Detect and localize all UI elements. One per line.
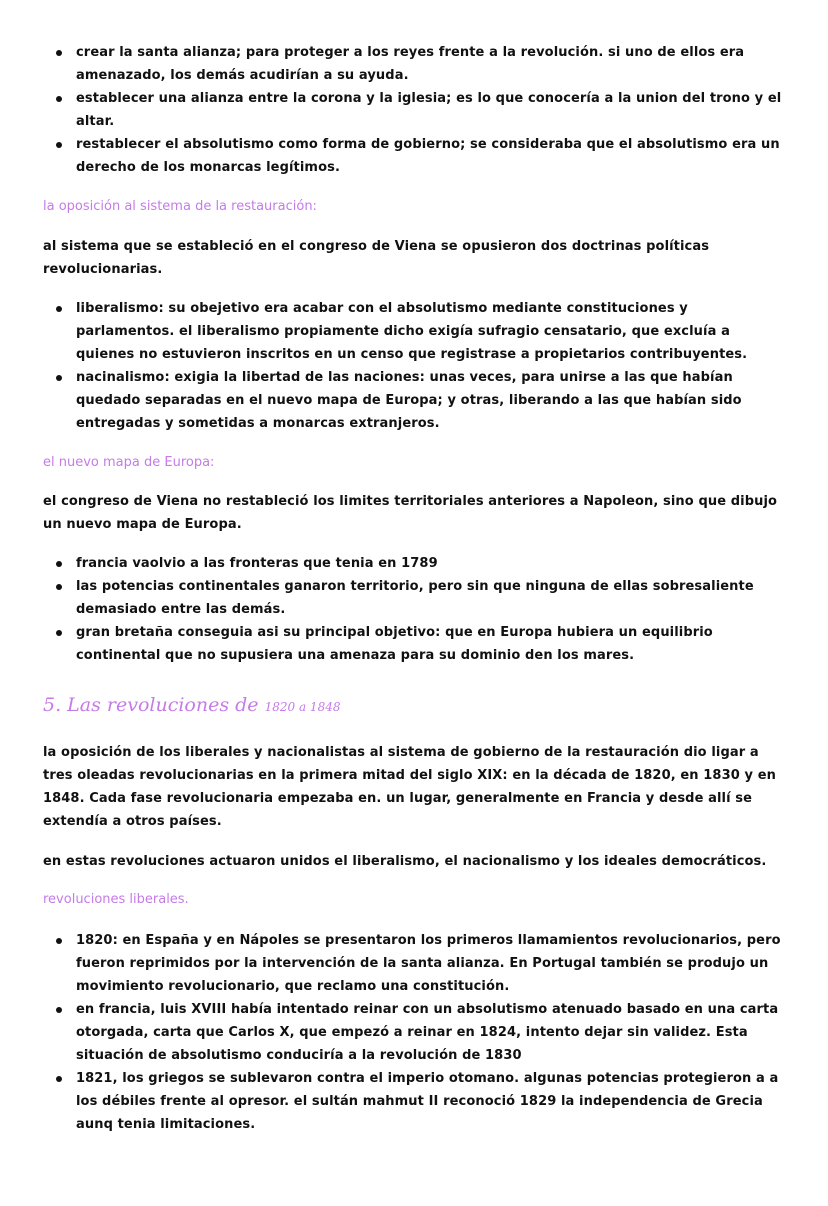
bullet-list-revoluciones	[0, 929, 828, 1136]
bullet-dot-icon	[56, 584, 62, 590]
bullet-dot-icon	[56, 306, 62, 312]
list-item: en francia, luis XVIII había intentado reinar con un absolutismo atenuado basado en una carta otorgada, carta que Carlos X, que empezó a reinar en 1824, intento dejar sin validez. Esta situación de absolutismo conduciría a la revolución de 1830	[0, 998, 828, 1067]
heading-oposicion: la oposición al sistema de la restauración:	[43, 199, 317, 214]
list-item: restablecer el absolutismo como forma de gobierno; se consideraba que el absolutismo era un derecho de los monarcas legítimos.	[0, 133, 828, 179]
bullet-dot-icon	[56, 561, 62, 567]
paragraph-oleadas: la oposición de los liberales y nacionalistas al sistema de gobierno de la restauración dio ligar a tres oleadas revolucionarias en la primera mitad del siglo XIX: en la década de 1820, en 1830 y en 1848. Cada fase revolucionaria empezaba en. un lugar, generalmente en Francia y desde allí se extendía a otros países.	[43, 745, 776, 829]
bullet-dot-icon	[56, 630, 62, 636]
bullet-dot-icon	[56, 1007, 62, 1013]
bullet-dot-icon	[56, 938, 62, 944]
bullet-list-mapa	[0, 552, 828, 667]
bullet-list-doctrinas	[0, 297, 828, 435]
list-item: las potencias continentales ganaron territorio, pero sin que ninguna de ellas sobresaliente demasiado entre las demás.	[0, 575, 828, 621]
list-item: 1821, los griegos se sublevaron contra el imperio otomano. algunas potencias protegieron a a los débiles frente al opresor. el sultán mahmut II reconoció 1829 la independencia de Grecia aunq tenia limitaciones.	[0, 1067, 828, 1136]
bullet-dot-icon	[56, 1076, 62, 1082]
list-item: 1820: en España y en Nápoles se presentaron los primeros llamamientos revolucionarios, pero fueron reprimidos por la intervención de la santa alianza. En Portugal también se produjo un movimiento revolucionario, que reclamo una constitución.	[0, 929, 828, 998]
heading-nuevo-mapa: el nuevo mapa de Europa:	[43, 455, 215, 470]
list-item: establecer una alianza entre la corona y la iglesia; es lo que conocería a la union del trono y el altar.	[0, 87, 828, 133]
paragraph-nuevo-mapa: el congreso de Viena no restableció los limites territoriales anteriores a Napoleon, sino que dibujo un nuevo mapa de Europa.	[43, 494, 778, 532]
bullet-dot-icon	[56, 96, 62, 102]
list-item: nacinalismo: exigia la libertad de las naciones: unas veces, para unirse a las que habían quedado separadas en el nuevo mapa de Europa; y otras, liberando a las que habían sido entregadas y sometidas a monarcas extranjeros.	[0, 366, 828, 435]
section-title-revoluciones	[43, 692, 340, 720]
paragraph-oposicion: al sistema que se estableció en el congreso de Viena se opusieron dos doctrinas políticas revolucionarias.	[43, 239, 710, 277]
bullet-dot-icon	[56, 142, 62, 148]
bullet-list-santa-alianza	[0, 41, 828, 179]
list-item: crear la santa alianza; para proteger a los reyes frente a la revolución. si uno de ellos era amenazado, los demás acudirían a su ayuda.	[0, 41, 828, 87]
list-item: liberalismo: su obejetivo era acabar con el absolutismo mediante constituciones y parlamentos. el liberalismo propiamente dicho exigía sufragio censatario, que excluía a quienes no estuvieron inscritos en un censo que registrase a propietarios contribuyentes.	[0, 297, 828, 366]
paragraph-ideales: en estas revoluciones actuaron unidos el liberalismo, el nacionalismo y los ideales democráticos.	[43, 854, 767, 869]
section-title-years: 1820 a 1848	[264, 700, 341, 714]
list-item: francia vaolvio a las fronteras que tenia en 1789	[0, 552, 828, 575]
heading-revoluciones-liberales: revoluciones liberales.	[43, 892, 189, 907]
bullet-dot-icon	[56, 375, 62, 381]
list-item: gran bretaña conseguia asi su principal objetivo: que en Europa hubiera un equilibrio continental que no supusiera una amenaza para su dominio den los mares.	[0, 621, 828, 667]
section-title-main: 5. Las revoluciones de	[43, 694, 259, 716]
bullet-dot-icon	[56, 50, 62, 56]
